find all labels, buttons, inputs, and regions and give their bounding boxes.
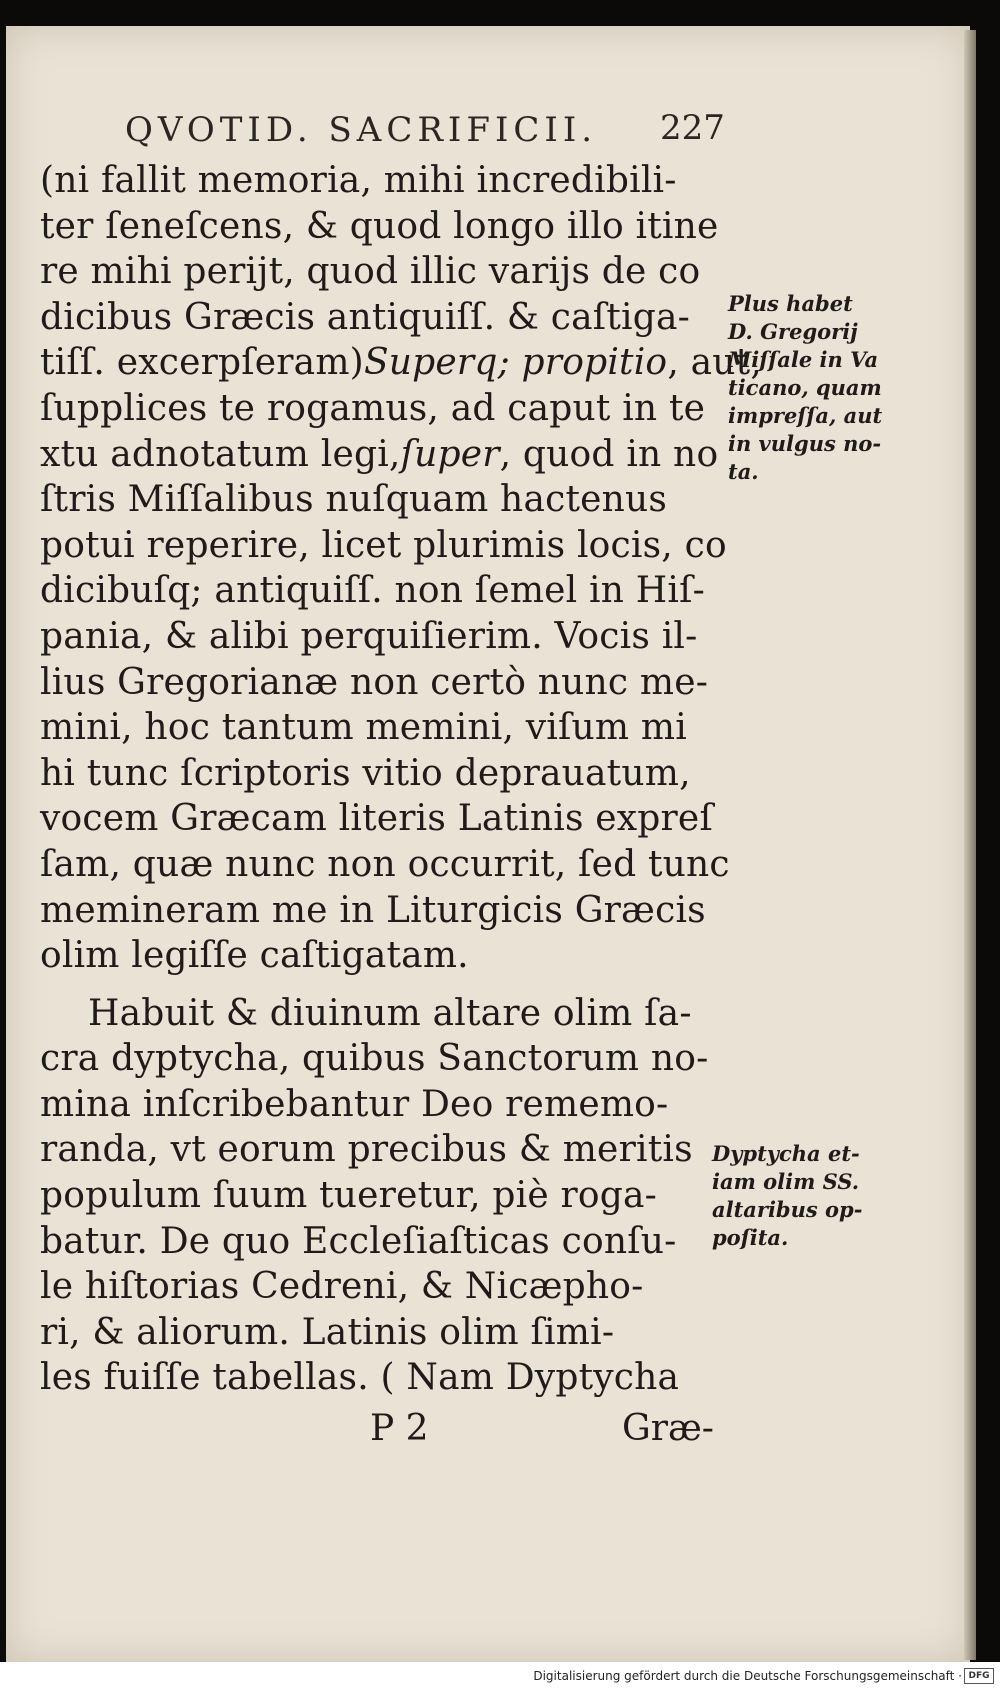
text-line: memineram me in Liturgicis Græcis (40, 889, 706, 931)
text-line: ri, & aliorum. Latinis olim ſimi- (40, 1311, 615, 1353)
marginal-note-dyptycha (712, 1140, 862, 1252)
quoted-text: ſuper (400, 433, 500, 475)
note-line: Miſſale in Va (728, 347, 879, 372)
text-line (40, 432, 720, 478)
text-line: ter ſeneſcens, & quod longo illo itine (40, 205, 719, 247)
text-segment: xtu adnotatum legi, (40, 433, 401, 475)
text-segment: tiſſ. excerpſeram) (40, 342, 364, 384)
text-line: mina inſcribebantur Deo rememo- (40, 1083, 669, 1125)
note-line: iam olim SS. (712, 1169, 860, 1194)
text-line: les fuiſſe tabellas. ( Nam Dyptycha (40, 1357, 680, 1399)
footer-bar (0, 1662, 1000, 1689)
text-line: mini, hoc tantum memini, viſum mi (40, 707, 687, 749)
catchword: Græ- (622, 1408, 714, 1449)
text-line: dicibuſq; antiquiſſ. non ſemel in Hiſ- (40, 570, 705, 612)
text-line: dicibus Græcis antiquiſſ. & caſtiga- (40, 296, 690, 338)
note-line: altaribus op- (712, 1197, 863, 1222)
text-line: ſam, quæ nunc non occurrit, ſed tunc (40, 843, 730, 885)
page-number: 227 (660, 108, 725, 148)
text-line: vocem Græcam literis Latinis expreſ (40, 798, 713, 840)
text-line: cra dyptycha, quibus Sanctorum no- (40, 1038, 709, 1080)
text-line: potui reperire, licet plurimis locis, co (40, 524, 727, 566)
note-line: poſita. (712, 1225, 789, 1250)
text-line (40, 340, 762, 386)
note-line: ticano, quam (728, 375, 882, 400)
note-line: Dyptycha et- (712, 1141, 860, 1166)
marginal-note-missale (728, 290, 882, 486)
note-line: Plus habet (728, 291, 853, 316)
text-line: olim legiſſe caſtigatam. (40, 935, 469, 977)
quoted-text: Superq; propitio (363, 342, 668, 384)
text-line: lius Gregorianæ non certò nunc me- (40, 661, 709, 703)
text-line: ſupplices te rogamus, ad caput in te (40, 387, 706, 429)
text-line: pania, & alibi perquiſierim. Vocis il- (40, 615, 698, 657)
funding-credit: Digitalisierung gefördert durch die Deutsche Forschungsgemeinschaft · (533, 1669, 962, 1683)
text-line: hi tunc ſcriptoris vitio deprauatum, (40, 752, 691, 794)
text-line: (ni fallit memoria, mihi incredibili- (40, 160, 677, 201)
note-line: in vulgus no- (728, 431, 882, 456)
note-line: ta. (728, 459, 759, 484)
text-line: batur. De quo Eccleſiaſticas conſu- (40, 1220, 677, 1262)
note-line: impreſſa, aut (728, 403, 883, 428)
text-line: ſtris Miſſalibus nuſquam hactenus (40, 479, 668, 521)
page-edge (964, 30, 976, 1660)
dfg-logo: DFG (964, 1668, 994, 1684)
text-line: re mihi perijt, quod illic varijs de co (40, 251, 701, 293)
text-line: le hiſtorias Cedreni, & Nicæpho- (40, 1266, 644, 1308)
running-head: QVOTID. SACRIFICII. (125, 110, 598, 150)
text-segment: , quod in no (499, 433, 719, 475)
signature-mark: P 2 (370, 1408, 429, 1449)
paragraph-start-line: Habuit & diuinum altare olim ſa- (88, 992, 692, 1034)
text-segment: , aut, (667, 342, 762, 384)
note-line: D. Gregorij (728, 319, 858, 344)
text-line: randa, vt eorum precibus & meritis (40, 1129, 693, 1171)
text-line: populum ſuum tueretur, piè roga- (40, 1175, 658, 1217)
